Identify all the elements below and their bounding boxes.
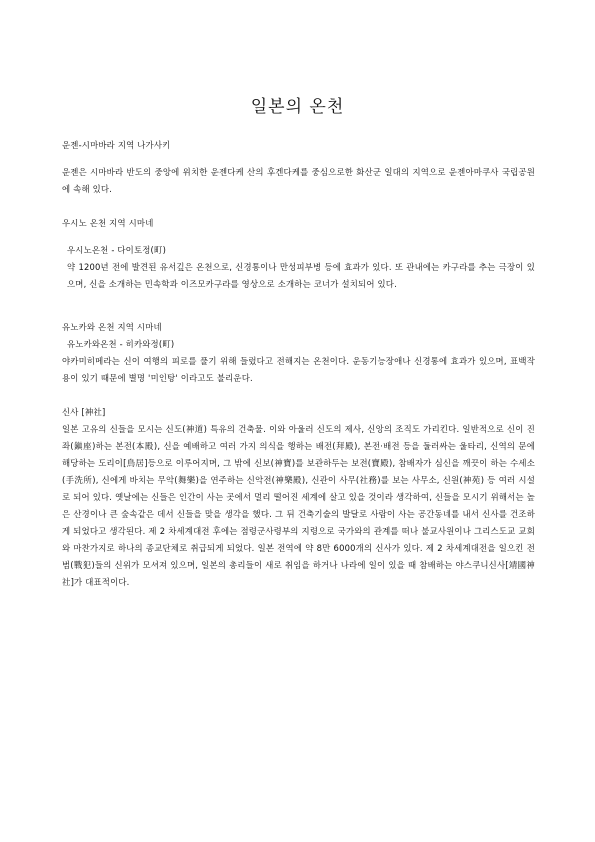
section-body-ushino: 약 1200년 전에 발견된 유서깊은 온천으로, 신경통이나 만성피부병 등에 효과가 있다. 또 관내에는 카구라를 추는 극장이 있으며, 신을 소개하는 민속학과 이즈모카구라를 영상으로 소개하는 코너가 설치되어 있다. bbox=[67, 262, 535, 289]
section-heading-yunokawa: 유노카와 온천 지역 시마네 bbox=[62, 322, 162, 332]
section-heading-ushino: 우시노 온천 지역 시마네 bbox=[62, 218, 154, 228]
page-title: 일본의 온천 bbox=[250, 97, 345, 117]
section-heading-unzen: 운젠-시마바라 지역 나가사키 bbox=[62, 140, 171, 150]
document-body bbox=[62, 137, 535, 591]
section-body-jinja: 일본 고유의 신들을 모시는 신도(神道) 특유의 건축물. 이와 아울러 신도의 제사, 신앙의 조직도 가리킨다. 일반적으로 신이 진좌(鎭座)하는 본전(本殿), 신을 예배하고 여러 가지 의식을 행하는 배전(拜殿), 본전·배전 등을 둘러싸는 울타리, 신역의 문에 해당하는 도리이[鳥居]등으로 이루어지며, 그 밖에 신보(神寶)를 보관하두는 보전(寶殿), 참배자가 심신을 깨끗이 하는 수세소(手洗所), 신에게 바치는 무악(舞樂)을 연주하는 신악전(神樂殿), 신관이 사무(社務)를 보는 사무소, 신원(神苑) 등 여러 시설로 되어 있다. 옛날에는 신들은 인간이 사는 곳에서 멀리 떨어진 세계에 살고 있을 것이라 생각하여, 신들을 모시기 위해서는 높은 산경이나 큰 숲속같은 데서 신들을 맞을 생각을 했다. 그 뒤 건축기술의 발달로 사람이 사는 공간동네를 내서 신사를 건조하게 되었다고 생각된다. 제 2 차세계대전 후에는 점령군사령부의 지령으로 국가와의 관계를 떠나 불교사원이나 그리스도교 교회와 마찬가지로 하나의 종교단체로 취급되게 되었다. 일본 전역에 약 8만 6000개의 신사가 있다. 제 2 차세계대전을 일으킨 전범(戰犯)들의 신위가 모셔져 있으며, 일본의 총리들이 새로 취임을 하거나 나라에 일이 있을 때 참배하는 야스쿠니신사[靖國神社]가 대표적이다. bbox=[62, 424, 535, 587]
section-body-unzen: 운젠은 시마바라 반도의 중앙에 위치한 운젠다케 산의 후겐다케를 중심으로한 화산군 일대의 지역으로 운젠아마쿠사 국립공원에 속해 있다. bbox=[62, 167, 535, 194]
section-subheading-yunokawa: 유노카와온천 - 히카와정(町) bbox=[67, 339, 175, 349]
section-body-yunokawa: 야카미히메라는 신이 여행의 피로를 풀기 위해 들렀다고 전해지는 온천이다. 운동기능장애나 신경통에 효과가 있으며, 표백작용이 있기 때문에 별명 '미인탕' 이라고도 불리운다. bbox=[62, 356, 535, 383]
section-subheading-ushino: 우시노온천 - 다이토정(町) bbox=[67, 245, 167, 255]
section-heading-jinja: 신사 [神社] bbox=[62, 407, 106, 417]
